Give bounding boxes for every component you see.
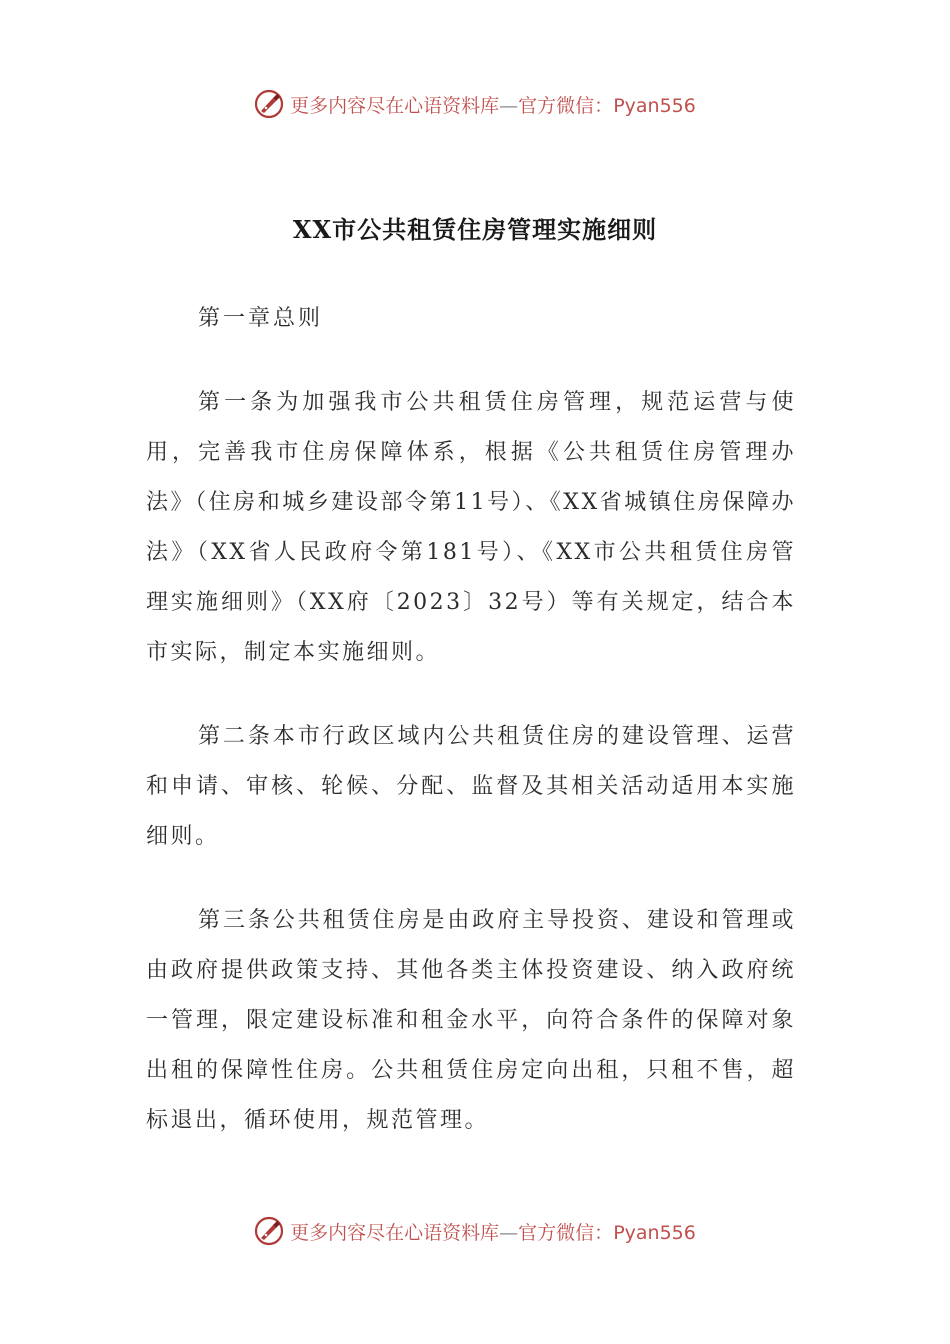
document-title: XX市公共租赁住房管理实施细则: [292, 215, 658, 244]
article-3-paragraph: 第三条公共租赁住房是由政府主导投资、建设和管理或由政府提供政策支持、其他各类主体投资建设、纳入政府统一管理，限定建设标准和租金水平，向符合条件的保障对象出租的保障性住房。公共租赁住房定向出租，只租不售，超标退出，循环使用，规范管理。: [146, 908, 796, 1133]
banner-main-text: 更多内容尽在心语资料库: [290, 1221, 500, 1244]
banner-handle: Pyan556: [613, 1221, 696, 1244]
banner-separator: —: [499, 94, 519, 117]
banner-main-text: 更多内容尽在心语资料库: [290, 94, 500, 117]
pen-nib-logo-icon: [254, 89, 284, 119]
banner-text: [290, 91, 696, 118]
chapter-heading: 第一章总则: [198, 306, 324, 331]
article-1-paragraph: 第一条为加强我市公共租赁住房管理，规范运营与使用，完善我市住房保障体系，根据《公共租赁住房管理办法》（住房和城乡建设部令第11号）、《XX省城镇住房保障办法》（XX省人民政府令第181号）、《XX市公共租赁住房管理实施细则》（XX府〔2023〕32号）等有关规定，结合本市实际，制定本实施细则。: [146, 390, 796, 665]
header-banner: [0, 84, 950, 124]
banner-handle: Pyan556: [613, 94, 696, 117]
document-body: [146, 294, 796, 1180]
banner-separator: —: [499, 1221, 519, 1244]
pen-nib-logo-icon: [254, 1216, 284, 1246]
banner-text: [290, 1218, 696, 1245]
banner-label: 官方微信：: [518, 1221, 614, 1244]
banner-label: 官方微信：: [518, 94, 614, 117]
footer-banner: [0, 1211, 950, 1251]
article-2-paragraph: 第二条本市行政区域内公共租赁住房的建设管理、运营和申请、审核、轮候、分配、监督及其相关活动适用本实施细则。: [146, 724, 796, 849]
